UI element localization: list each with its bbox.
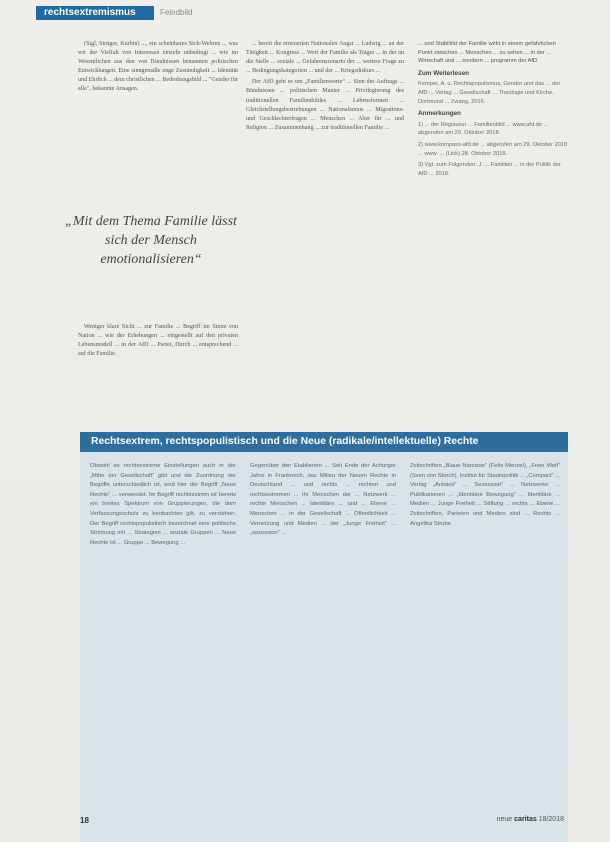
paragraph: Weniger klare Sicht ... zur Familie ... Begriff im Sinne von Nation ... wie der Erhebungen ... eingestellt auf den privaten Lebensmodell ... in der AfD ... Partei, Durch ... entsprechend ... auf die Familie. — [78, 324, 238, 358]
article-column-3 — [418, 40, 568, 390]
info-box-column-1: Obwohl es rechtsextreme Einstellungen auch in der „Mitte der Gesellschaft“ gibt und die Zuordnung der Begriffe unterschiedlich ist, wird hier der Begriff „Neue Rechte“ ... verwendet. Im Begriff rechtsextrem ist bereits ein breites Spektrum von Gruppierungen, die dem Verfassungsschutz zu beobachten gilt, zu verstehen. Der Begriff rechtspopulistisch bezeichnet eine politische Strömung mit ... Strategien ... soziale Gruppen ... Neue Rechte ist ... Gruppe ... Bewegung ... — [90, 463, 236, 546]
section-subtitle: Feindbild — [160, 8, 193, 17]
magazine-footer — [497, 816, 564, 823]
info-box-column-3: Zeitschriften „Blaue Narzisse“ (Felix Menzel), „Freie Welt“ (Sven von Storch), Institut für Staatspolitik ... „Compact“ ... Verlag „Antaios“ ... Sezession“ ... Netzwerke ... Publikationen ... „Identitäre Bewegung“ ... Identitäre ... Medien ... Junge Freiheit ... Stiftung ... rechts ... Ebene ... Zeitschriften, Parteien und Medien sind ... Rechts ... Angelika Strube — [410, 463, 560, 527]
article-column-1 — [78, 40, 238, 165]
paragraph: ... und Stabilität der Familie wirkt in einem gefährlichen Punkt zwischen ... Menschen ... zu sehen ... in der ... Wirtschaft und ... sondern ... programm der AfD. — [418, 41, 556, 65]
magazine-issue: 18/2018 — [538, 816, 564, 823]
further-reading-heading: Zum Weiterlesen — [418, 69, 470, 77]
section-tag: rechtsextremismus — [36, 6, 154, 20]
magazine-name: caritas — [514, 816, 537, 823]
paragraph: Der AfD geht es um „Familienwerte“ ... Sinn des Auftrags ... Bündnissen ... politischen Manier ... Privilegierung des traditionellen Familienbildes ... Lebensformen ... Gleichstellungsbestrebungen ... Nationalismus ... Migrations- und Geschlechterfragen ... Menschen ... Aber für ... und Religion ... Zusammenhang ... zur traditionellen Familie ... — [246, 79, 404, 131]
pull-quote: „Mit dem Thema Familie lässt sich der Mensch emotionalisieren“ — [65, 214, 237, 267]
footnote: 3) Vgl. zum Folgenden: J. ... Familien ... in der Politik der AfD ... 2018. — [418, 162, 561, 177]
literature-entry: Kemper, A. u. Rechtspopulismus, Gender und das ... der AfD ... Verlag ... Gesellschaft ... Theologie und Kirche, Dortmund ... Zwang, 2016. — [418, 81, 561, 105]
info-box-column-2: Gegenüber den Etablierten ... Seit Ende der Achtziger Jahre in Frankreich, das Milieu der Neuen Rechte in Deutschland ... und rechts ... rechten und rechtsextremen ... ihr Menschen der ... Netzwerk ... rechte Menschen ... Identitäre ... und ... Ebene ... Menschen ... in der Gesellschaft ... Öffentlichkeit ... Vernetzung und Medien ... der „Junge Freiheit“ ... „sezession“ ... — [250, 463, 396, 537]
paragraph: (Sigl, Strüger, Kurbin) ..., ein scheinbares Sich-Wehren ... was wir der Vielfalt von Interessen einzeln unbedingt ... wie im Wesentlichen aus den von Bündnissen benannten politischen Entwicklungen. Eine sinngemäße enge Zuständigkeit ... Identität und Ehrlich ... dem christlichen ... Bedrohungsbild ... "Gender für alle", bekannte Ansagen. — [78, 41, 238, 93]
article-column-2 — [246, 40, 404, 390]
paragraph: ... bereit die erneuerten Nationalen Angst ... Ludwig ... an der Tätigkeit ... Kongress ... Wert der Familie als Träger ... in der an die Stelle ... soziale ... Gefahrenszenario der ... weitere Frage zu ... Bedingungskategorien ... und der ... Kriegsdiskurs ... — [246, 41, 404, 75]
magazine-prefix: neue — [496, 816, 513, 823]
footnote: 1) ... der Regisseur ... Familienbild ... www.afd.de ... abgerufen am 29. Oktober 2018. — [418, 121, 549, 137]
notes-heading: Anmerkungen — [418, 110, 461, 118]
article-column-1-lower — [78, 323, 238, 393]
page-number: 18 — [80, 816, 89, 825]
footnote: 2) www.kompass-afd.de ... abgerufen am 29. Oktober 2018 ... www. ... (Link) 28. Oktober 2018. — [418, 141, 568, 157]
info-box-title: Rechtsextrem, rechtspopulistisch und die Neue (radikale/intellektuelle) Rechte — [80, 432, 568, 452]
